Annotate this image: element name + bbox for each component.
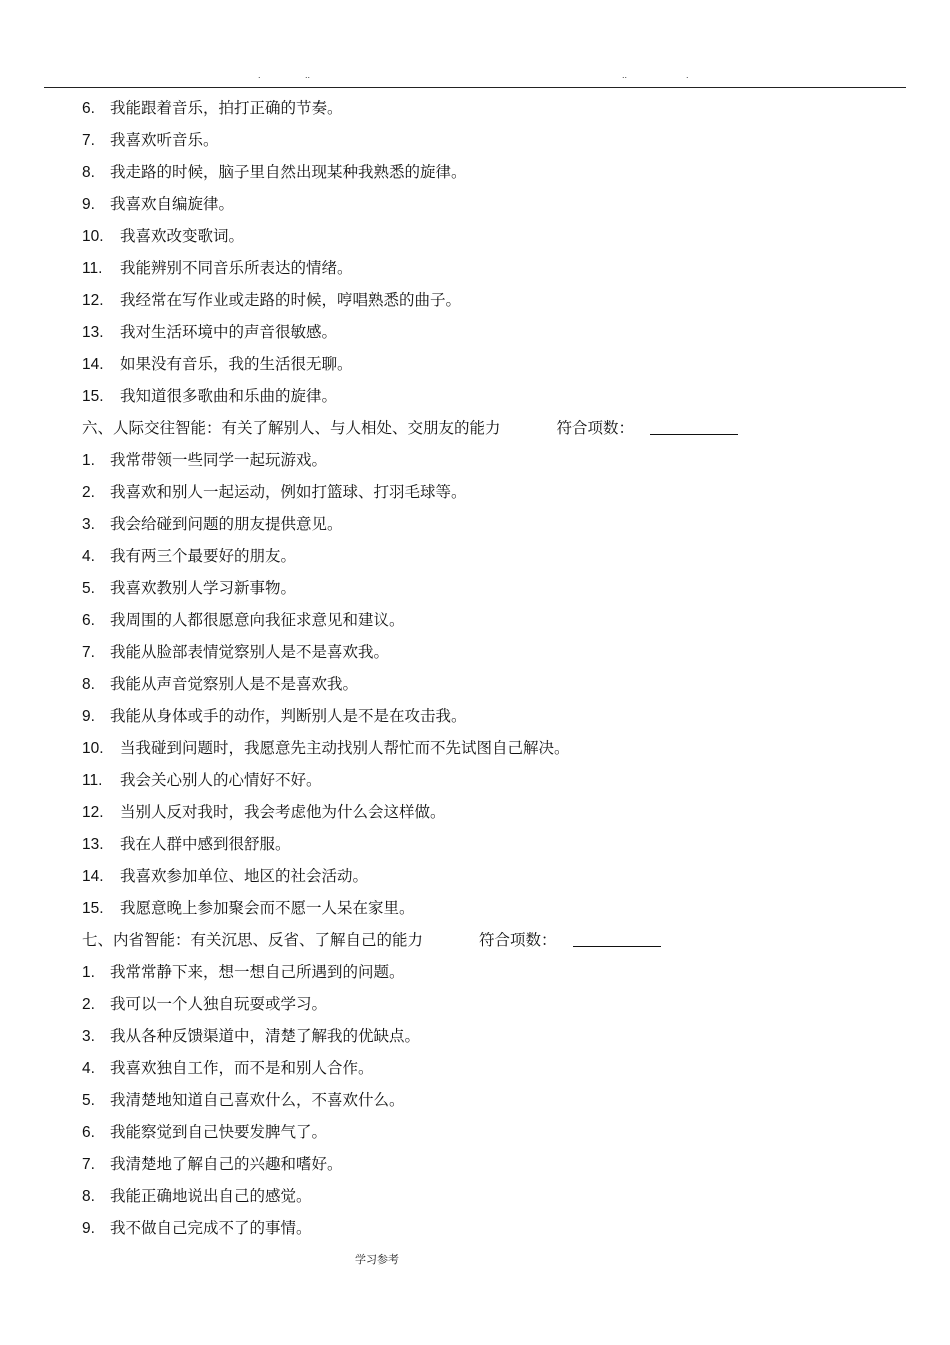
item-number: 3.	[82, 1028, 95, 1045]
list-item	[82, 828, 912, 860]
item-text: 我能正确地说出自己的感觉。	[110, 1187, 312, 1205]
item-text: 我可以一个人独自玩耍或学习。	[110, 995, 328, 1013]
header-mark: .	[686, 70, 689, 80]
header-mark: ..	[622, 70, 628, 80]
item-number: 3.	[82, 516, 95, 533]
list-item	[82, 284, 912, 316]
fit-count-blank[interactable]	[573, 945, 661, 947]
item-number: 4.	[82, 1060, 95, 1077]
item-number: 6.	[82, 100, 95, 117]
section-title: 七、内省智能：有关沉思、反省、了解自己的能力	[82, 931, 424, 949]
item-number: 8.	[82, 164, 95, 181]
list-item	[82, 444, 912, 476]
list-item	[82, 1148, 912, 1180]
item-number: 1.	[82, 964, 95, 981]
item-text: 我不做自己完成不了的事情。	[110, 1219, 312, 1237]
header-marks	[0, 70, 950, 84]
item-number: 15.	[82, 900, 104, 917]
intrapersonal-items-list	[82, 956, 912, 1244]
list-item	[82, 956, 912, 988]
list-item	[82, 604, 912, 636]
item-number: 6.	[82, 612, 95, 629]
item-text: 我能跟着音乐，拍打正确的节奏。	[110, 99, 343, 117]
list-item	[82, 348, 912, 380]
item-text: 我喜欢教别人学习新事物。	[110, 579, 297, 597]
list-item	[82, 1020, 912, 1052]
item-number: 12.	[82, 804, 104, 821]
list-item	[82, 124, 912, 156]
item-number: 15.	[82, 388, 104, 405]
list-item	[82, 892, 912, 924]
item-number: 4.	[82, 548, 95, 565]
list-item	[82, 316, 912, 348]
item-text: 我在人群中感到很舒服。	[120, 835, 291, 853]
list-item	[82, 1116, 912, 1148]
fit-count-label: 符合项数：	[556, 419, 635, 437]
item-text: 我喜欢独自工作，而不是和别人合作。	[110, 1059, 374, 1077]
list-item	[82, 1212, 912, 1244]
item-number: 2.	[82, 996, 95, 1013]
item-text: 我清楚地了解自己的兴趣和嗜好。	[110, 1155, 343, 1173]
item-text: 我喜欢听音乐。	[110, 131, 219, 149]
list-item	[82, 732, 912, 764]
item-text: 我喜欢和别人一起运动，例如打篮球、打羽毛球等。	[110, 483, 467, 501]
item-number: 9.	[82, 1220, 95, 1237]
item-text: 当我碰到问题时，我愿意先主动找别人帮忙而不先试图自己解决。	[120, 739, 570, 757]
item-text: 我周围的人都很愿意向我征求意见和建议。	[110, 611, 405, 629]
header-mark: ..	[305, 70, 311, 80]
item-text: 我常常静下来，想一想自己所遇到的问题。	[110, 963, 405, 981]
item-number: 10.	[82, 740, 104, 757]
section-title: 六、人际交往智能：有关了解别人、与人相处、交朋友的能力	[82, 419, 501, 437]
item-text: 我愿意晚上参加聚会而不愿一人呆在家里。	[120, 899, 415, 917]
item-text: 我会给碰到问题的朋友提供意见。	[110, 515, 343, 533]
item-text: 我能察觉到自己快要发脾气了。	[110, 1123, 328, 1141]
item-text: 我从各种反馈渠道中，清楚了解我的优缺点。	[110, 1027, 421, 1045]
item-text: 我有两三个最要好的朋友。	[110, 547, 297, 565]
item-number: 7.	[82, 132, 95, 149]
list-item	[82, 540, 912, 572]
list-item	[82, 1180, 912, 1212]
list-item	[82, 380, 912, 412]
item-number: 13.	[82, 324, 104, 341]
item-text: 我清楚地知道自己喜欢什么，不喜欢什么。	[110, 1091, 405, 1109]
interpersonal-items-list	[82, 444, 912, 924]
list-item	[82, 796, 912, 828]
item-text: 当别人反对我时，我会考虑他为什么会这样做。	[120, 803, 446, 821]
header-rule	[44, 87, 906, 88]
item-text: 我会关心别人的心情好不好。	[120, 771, 322, 789]
item-number: 6.	[82, 1124, 95, 1141]
item-number: 1.	[82, 452, 95, 469]
item-text: 我常带领一些同学一起玩游戏。	[110, 451, 328, 469]
item-number: 10.	[82, 228, 104, 245]
item-number: 7.	[82, 644, 95, 661]
music-items-list	[82, 92, 912, 412]
list-item	[82, 572, 912, 604]
fit-count-blank[interactable]	[650, 433, 738, 435]
item-number: 12.	[82, 292, 104, 309]
item-text: 我喜欢改变歌词。	[120, 227, 245, 245]
section-heading-intrapersonal	[82, 924, 912, 956]
item-text: 我能从身体或手的动作，判断别人是不是在攻击我。	[110, 707, 467, 725]
item-number: 8.	[82, 1188, 95, 1205]
list-item	[82, 764, 912, 796]
item-number: 5.	[82, 1092, 95, 1109]
item-text: 我喜欢参加单位、地区的社会活动。	[120, 867, 369, 885]
item-number: 14.	[82, 868, 104, 885]
list-item	[82, 156, 912, 188]
item-text: 我能从声音觉察别人是不是喜欢我。	[110, 675, 359, 693]
item-text: 我能辨别不同音乐所表达的情绪。	[120, 259, 353, 277]
list-item	[82, 1084, 912, 1116]
list-item	[82, 860, 912, 892]
item-number: 13.	[82, 836, 104, 853]
questionnaire-body	[82, 92, 912, 1244]
item-number: 11.	[82, 772, 103, 789]
list-item	[82, 1052, 912, 1084]
list-item	[82, 668, 912, 700]
item-number: 9.	[82, 196, 95, 213]
list-item	[82, 220, 912, 252]
footer-text: 学习参考	[355, 1253, 399, 1266]
item-number: 11.	[82, 260, 103, 277]
item-text: 我经常在写作业或走路的时候，哼唱熟悉的曲子。	[120, 291, 462, 309]
list-item	[82, 508, 912, 540]
item-number: 14.	[82, 356, 104, 373]
list-item	[82, 252, 912, 284]
list-item	[82, 700, 912, 732]
item-text: 我能从脸部表情觉察别人是不是喜欢我。	[110, 643, 390, 661]
fit-count-label: 符合项数：	[479, 931, 557, 949]
item-number: 7.	[82, 1156, 95, 1173]
item-text: 我对生活环境中的声音很敏感。	[120, 323, 338, 341]
item-number: 5.	[82, 580, 95, 597]
list-item	[82, 636, 912, 668]
list-item	[82, 988, 912, 1020]
item-text: 如果没有音乐，我的生活很无聊。	[120, 355, 353, 373]
header-mark: .	[258, 70, 261, 80]
item-text: 我知道很多歌曲和乐曲的旋律。	[120, 387, 338, 405]
list-item	[82, 92, 912, 124]
item-text: 我走路的时候，脑子里自然出现某种我熟悉的旋律。	[110, 163, 467, 181]
item-number: 9.	[82, 708, 95, 725]
item-number: 2.	[82, 484, 95, 501]
section-heading-interpersonal	[82, 412, 912, 444]
item-number: 8.	[82, 676, 95, 693]
list-item	[82, 476, 912, 508]
item-text: 我喜欢自编旋律。	[110, 195, 235, 213]
list-item	[82, 188, 912, 220]
